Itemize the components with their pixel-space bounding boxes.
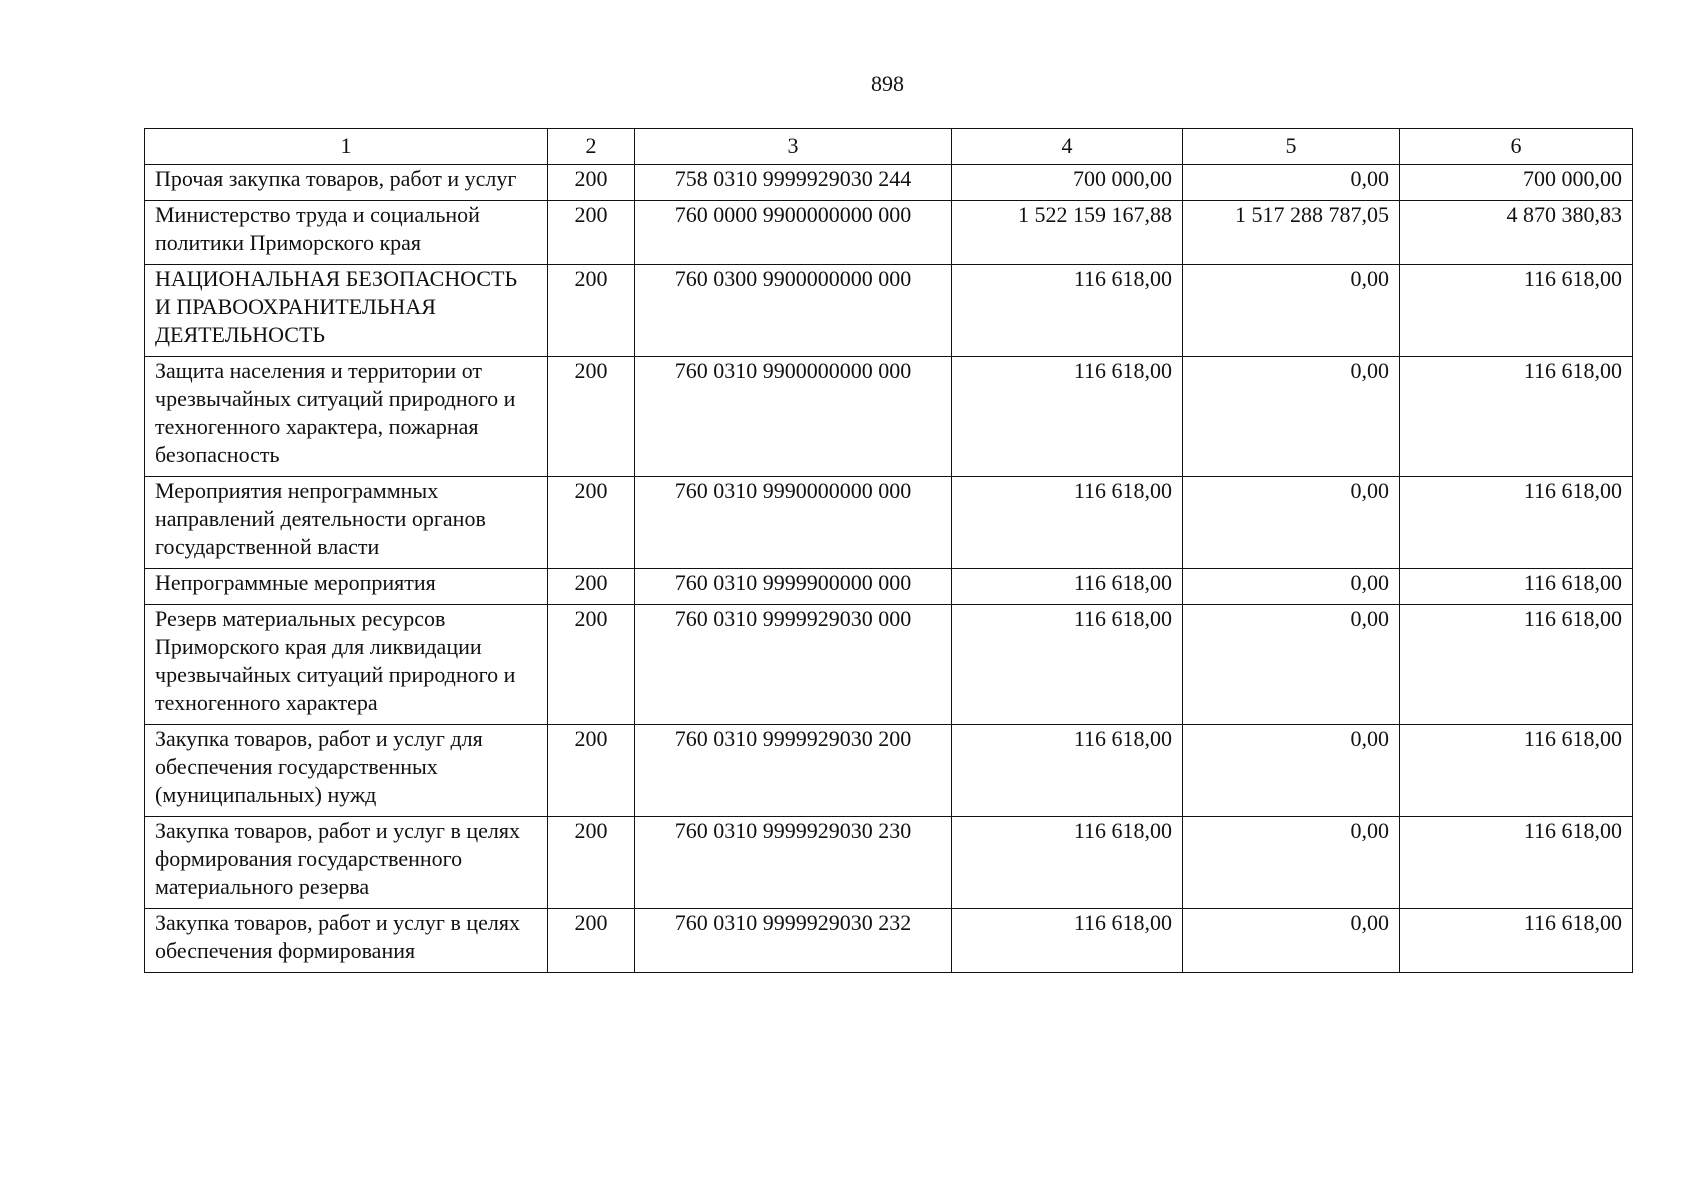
row-code-cell: 200 <box>548 909 635 973</box>
table-header <box>145 129 1633 165</box>
row-col4-cell: 116 618,00 <box>952 357 1183 477</box>
table-row <box>145 165 1633 201</box>
row-col5-cell: 0,00 <box>1183 165 1400 201</box>
row-code-cell: 200 <box>548 477 635 569</box>
row-col6-cell: 116 618,00 <box>1400 725 1633 817</box>
row-classifier-cell: 760 0310 9999929030 232 <box>635 909 952 973</box>
row-classifier-cell: 760 0310 9900000000 000 <box>635 357 952 477</box>
row-col4-cell: 116 618,00 <box>952 817 1183 909</box>
row-name-cell: Резерв материальных ресурсов Приморского края для ликвидации чрезвычайных ситуаций природного и техногенного характера <box>145 605 548 725</box>
table-row <box>145 817 1633 909</box>
row-col6-cell: 116 618,00 <box>1400 477 1633 569</box>
table-row <box>145 477 1633 569</box>
table-row <box>145 605 1633 725</box>
row-col5-cell: 0,00 <box>1183 357 1400 477</box>
row-classifier-cell: 760 0000 9900000000 000 <box>635 201 952 265</box>
table-body <box>145 165 1633 973</box>
header-row <box>145 129 1633 165</box>
row-col4-cell: 116 618,00 <box>952 477 1183 569</box>
row-name-cell: Министерство труда и социальной политики Приморского края <box>145 201 548 265</box>
row-name-cell: Мероприятия непрограммных направлений деятельности органов государственной власти <box>145 477 548 569</box>
row-code-cell: 200 <box>548 569 635 605</box>
row-col4-cell: 116 618,00 <box>952 909 1183 973</box>
row-code-cell: 200 <box>548 817 635 909</box>
row-col5-cell: 0,00 <box>1183 477 1400 569</box>
row-col4-cell: 116 618,00 <box>952 605 1183 725</box>
row-col6-cell: 116 618,00 <box>1400 569 1633 605</box>
row-code-cell: 200 <box>548 201 635 265</box>
row-name-cell: Закупка товаров, работ и услуг в целях формирования государственного материального резерва <box>145 817 548 909</box>
row-col5-cell: 1 517 288 787,05 <box>1183 201 1400 265</box>
column-header: 6 <box>1400 129 1633 165</box>
row-col5-cell: 0,00 <box>1183 605 1400 725</box>
row-classifier-cell: 760 0310 9999900000 000 <box>635 569 952 605</box>
row-col4-cell: 700 000,00 <box>952 165 1183 201</box>
row-classifier-cell: 760 0300 9900000000 000 <box>635 265 952 357</box>
budget-table <box>144 128 1633 973</box>
row-col5-cell: 0,00 <box>1183 265 1400 357</box>
row-col4-cell: 116 618,00 <box>952 569 1183 605</box>
table-row <box>145 201 1633 265</box>
column-header: 1 <box>145 129 548 165</box>
row-col6-cell: 116 618,00 <box>1400 605 1633 725</box>
column-header: 5 <box>1183 129 1400 165</box>
table-row <box>145 725 1633 817</box>
row-classifier-cell: 760 0310 9999929030 200 <box>635 725 952 817</box>
row-name-cell: Защита населения и территории от чрезвычайных ситуаций природного и техногенного характера, пожарная безопасность <box>145 357 548 477</box>
row-code-cell: 200 <box>548 265 635 357</box>
row-col6-cell: 116 618,00 <box>1400 817 1633 909</box>
table-row <box>145 909 1633 973</box>
table-row <box>145 357 1633 477</box>
row-col5-cell: 0,00 <box>1183 725 1400 817</box>
row-col6-cell: 700 000,00 <box>1400 165 1633 201</box>
row-col6-cell: 116 618,00 <box>1400 265 1633 357</box>
row-col6-cell: 116 618,00 <box>1400 909 1633 973</box>
row-classifier-cell: 760 0310 9999929030 230 <box>635 817 952 909</box>
row-col4-cell: 116 618,00 <box>952 725 1183 817</box>
row-code-cell: 200 <box>548 165 635 201</box>
row-classifier-cell: 760 0310 9999929030 000 <box>635 605 952 725</box>
row-name-cell: Прочая закупка товаров, работ и услуг <box>145 165 548 201</box>
row-classifier-cell: 760 0310 9990000000 000 <box>635 477 952 569</box>
column-header: 2 <box>548 129 635 165</box>
row-col5-cell: 0,00 <box>1183 909 1400 973</box>
row-code-cell: 200 <box>548 725 635 817</box>
row-col5-cell: 0,00 <box>1183 569 1400 605</box>
column-header: 4 <box>952 129 1183 165</box>
row-classifier-cell: 758 0310 9999929030 244 <box>635 165 952 201</box>
page-number: 898 <box>871 71 904 96</box>
row-col4-cell: 1 522 159 167,88 <box>952 201 1183 265</box>
row-col6-cell: 4 870 380,83 <box>1400 201 1633 265</box>
row-name-cell: НАЦИОНАЛЬНАЯ БЕЗОПАСНОСТЬ И ПРАВООХРАНИТЕЛЬНАЯ ДЕЯТЕЛЬНОСТЬ <box>145 265 548 357</box>
row-col4-cell: 116 618,00 <box>952 265 1183 357</box>
column-header: 3 <box>635 129 952 165</box>
row-col6-cell: 116 618,00 <box>1400 357 1633 477</box>
table-row <box>145 569 1633 605</box>
row-code-cell: 200 <box>548 357 635 477</box>
row-col5-cell: 0,00 <box>1183 817 1400 909</box>
row-name-cell: Непрограммные мероприятия <box>145 569 548 605</box>
table-row <box>145 265 1633 357</box>
row-code-cell: 200 <box>548 605 635 725</box>
row-name-cell: Закупка товаров, работ и услуг в целях обеспечения формирования <box>145 909 548 973</box>
row-name-cell: Закупка товаров, работ и услуг для обеспечения государственных (муниципальных) нужд <box>145 725 548 817</box>
